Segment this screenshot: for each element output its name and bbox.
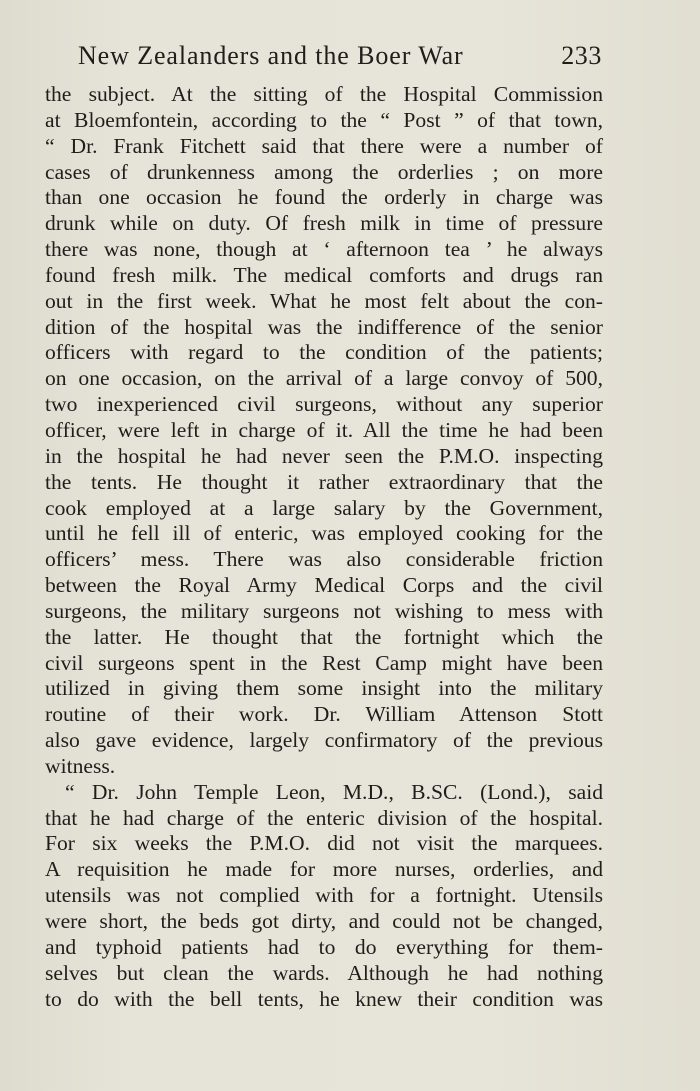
text-line: officers’ mess. There was also considerable friction [45, 547, 603, 572]
page-number: 233 [561, 41, 602, 70]
text-line: between the Royal Army Medical Corps and the civil [45, 573, 603, 598]
text-line: the latter. He thought that the fortnight which the [45, 624, 603, 649]
text-line: utensils was not complied with for a fortnight. Utensils [45, 883, 603, 908]
text-line: were short, the beds got dirty, and could not be changed, [45, 909, 603, 933]
text-line: officers with regard to the condition of the patients; [45, 340, 603, 365]
text-line: A requisition he made for more nurses, orderlies, and [45, 857, 603, 882]
text-line: found fresh milk. The medical comforts and drugs ran [45, 262, 603, 287]
text-line: utilized in giving them some insight into the military [45, 676, 603, 701]
text-line: out in the first week. What he most felt about the con- [45, 288, 603, 313]
text-line: dition of the hospital was the indifference of the senior [45, 314, 603, 339]
running-head-title: New Zealanders and the Boer War [78, 41, 464, 70]
paragraph-start-line: “ Dr. John Temple Leon, M.D., B.SC. (Lond.), said [65, 779, 603, 804]
text-line: on one occasion, on the arrival of a large convoy of 500, [45, 366, 603, 391]
text-line: For six weeks the P.M.O. did not visit the marquees. [45, 831, 603, 856]
text-line: the tents. He thought it rather extraordinary that the [45, 469, 603, 494]
text-line: in the hospital he had never seen the P.M.O. inspecting [45, 443, 603, 468]
text-line: and typhoid patients had to do everything for them- [45, 934, 603, 959]
text-line: the subject. At the sitting of the Hospital Commission [45, 82, 603, 106]
text-line: surgeons, the military surgeons not wishing to mess with [45, 598, 603, 623]
text-line: to do with the bell tents, he knew their condition was [45, 986, 603, 1011]
text-line: two inexperienced civil surgeons, without any superior [45, 392, 603, 417]
paragraph-end-line: witness. [45, 753, 116, 778]
text-line: officer, were left in charge of it. All the time he had been [45, 417, 603, 442]
text-line: cook employed at a large salary by the Government, [45, 495, 603, 520]
text-line: routine of their work. Dr. William Attenson Stott [45, 702, 603, 727]
text-line: than one occasion he found the orderly in charge was [45, 185, 603, 210]
text-line: selves but clean the wards. Although he had nothing [45, 960, 603, 985]
running-head [0, 38, 700, 74]
text-line: that he had charge of the enteric division of the hospital. [45, 805, 603, 830]
text-line: cases of drunkenness among the orderlies ; on more [45, 159, 603, 184]
text-line: drunk while on duty. Of fresh milk in time of pressure [45, 211, 603, 236]
text-line: civil surgeons spent in the Rest Camp might have been [45, 650, 603, 675]
text-line: there was none, though at ‘ afternoon tea ’ he always [45, 237, 603, 262]
text-line: “ Dr. Frank Fitchett said that there were a number of [45, 133, 603, 158]
body-text [45, 82, 603, 1012]
text-line: until he fell ill of enteric, was employed cooking for the [45, 521, 603, 546]
text-line: at Bloemfontein, according to the “ Post ” of that town, [45, 107, 603, 132]
text-line: also gave evidence, largely confirmatory of the previous [45, 728, 603, 753]
